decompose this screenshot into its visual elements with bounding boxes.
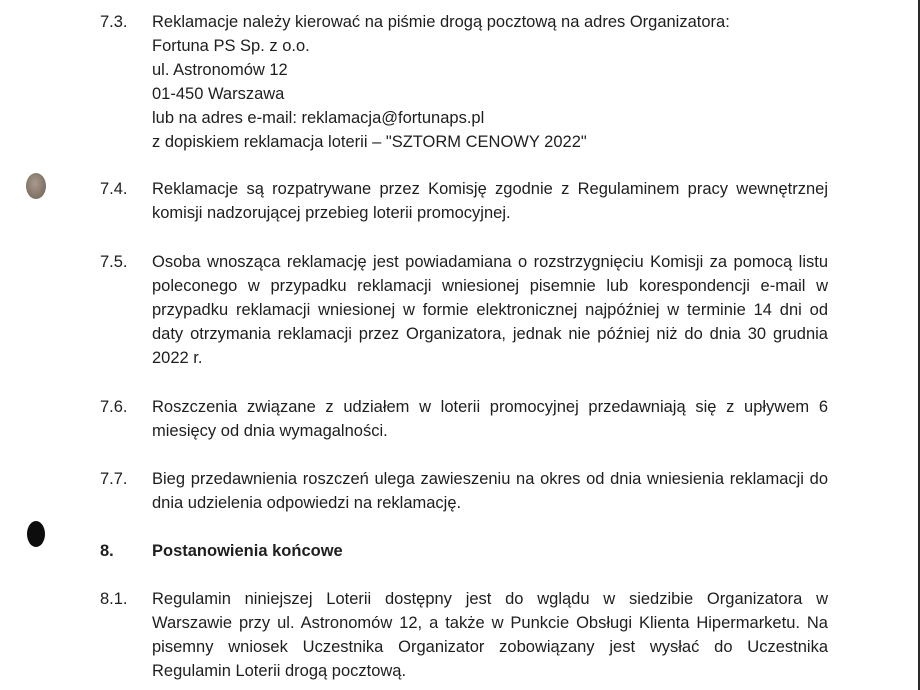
- section-number: 7.4.: [100, 180, 128, 198]
- section-text: [152, 177, 828, 225]
- section-number: 8.1.: [100, 590, 128, 608]
- text-line: dnia udzielenia odpowiedzi na reklamację.: [152, 494, 462, 512]
- section-number: 7.7.: [100, 470, 128, 488]
- text-line: pisemny wniosek Uczestnika Organizator zobowiązany jest wysłać do Uczestnika: [152, 638, 828, 656]
- text-line: Regulamin niniejszej Loterii dostępny jest do wglądu w siedzibie Organizatora w: [152, 590, 828, 608]
- section-text: [152, 10, 730, 154]
- section-number: 7.5.: [100, 253, 128, 271]
- text-line: z dopiskiem reklamacja loterii – "SZTORM CENOWY 2022": [152, 133, 587, 151]
- punch-hole-mark: [27, 521, 45, 547]
- text-line: miesięcy od dnia wymagalności.: [152, 422, 388, 440]
- text-line: 01-450 Warszawa: [152, 85, 285, 103]
- text-line: przypadku reklamacji wniesionej w formie elektronicznej najpóźniej w terminie 14 dni od: [152, 301, 828, 319]
- text-line: lub na adres e-mail: reklamacja@fortunaps.pl: [152, 109, 485, 127]
- text-line: daty otrzymania reklamacji przez Organizatora, jednak nie później niż do dnia 30 grudnia: [152, 325, 828, 343]
- section-text: [152, 250, 828, 370]
- text-line: poleconego w przypadku reklamacji wniesionej pisemnie lub korespondencji e-mail w: [152, 277, 828, 295]
- text-line: Bieg przedawnienia roszczeń ulega zawieszeniu na okres od dnia wniesienia reklamacji do: [152, 470, 828, 488]
- text-line: 2022 r.: [152, 349, 203, 367]
- section-heading: [152, 539, 343, 563]
- section-number: 8.: [100, 542, 114, 560]
- section-text: [152, 467, 828, 515]
- text-line: ul. Astronomów 12: [152, 61, 288, 79]
- punch-hole-mark: [26, 173, 46, 199]
- text-line: Warszawie przy ul. Astronomów 12, a także w Punkcie Obsługi Klienta Hipermarketu. Na: [152, 614, 828, 632]
- text-line: komisji nadzorującej przebieg loterii promocyjnej.: [152, 204, 511, 222]
- text-line: Reklamacje należy kierować na piśmie drogą pocztową na adres Organizatora:: [152, 13, 730, 31]
- text-line: Roszczenia związane z udziałem w loterii promocyjnej przedawniają się z upływem 6: [152, 398, 828, 416]
- section-number: 7.6.: [100, 398, 128, 416]
- section-text: [152, 395, 828, 443]
- text-line: Fortuna PS Sp. z o.o.: [152, 37, 310, 55]
- section-number: 7.3.: [100, 13, 128, 31]
- text-line: Reklamacje są rozpatrywane przez Komisję zgodnie z Regulaminem pracy wewnętrznej: [152, 180, 828, 198]
- heading-text: Postanowienia końcowe: [152, 542, 343, 560]
- text-line: Regulamin Loterii drogą pocztową.: [152, 662, 407, 680]
- section-text: [152, 587, 828, 683]
- text-line: Osoba wnosząca reklamację jest powiadamiana o rozstrzygnięciu Komisji za pomocą listu: [152, 253, 828, 271]
